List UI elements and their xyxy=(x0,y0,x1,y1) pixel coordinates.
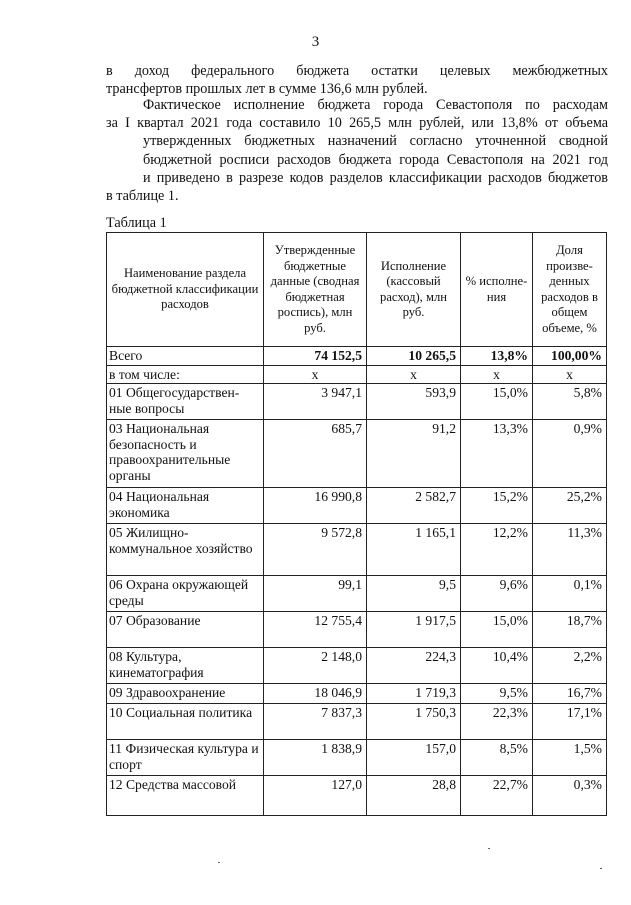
section-name-cell: 06 Охрана окружающей среды xyxy=(107,576,264,612)
executed-cell: 1 750,3 xyxy=(367,704,461,740)
table-total-row xyxy=(107,347,607,366)
table-caption: Таблица 1 xyxy=(106,215,167,231)
share-cell: 5,8% xyxy=(533,384,607,420)
paragraph-1-line-1: в доход федерального бюджета остатки целевых межбюджетных xyxy=(106,63,608,79)
section-name-cell: 08 Культура, кинематография xyxy=(107,648,264,684)
section-name-cell: в том числе: xyxy=(107,365,264,384)
share-cell: 17,1% xyxy=(533,704,607,740)
approved-cell: 12 755,4 xyxy=(264,612,367,648)
percent-cell: 13,3% xyxy=(461,420,533,488)
executed-cell: 224,3 xyxy=(367,648,461,684)
table-row xyxy=(107,776,607,816)
header-percent: % исполне-ния xyxy=(461,233,533,347)
paragraph-1-line-2: трансфертов прошлых лет в сумме 136,6 млн рублей. xyxy=(106,81,428,98)
executed-cell: 91,2 xyxy=(367,420,461,488)
executed-cell: 593,9 xyxy=(367,384,461,420)
header-executed: Исполнение (кассовый расход), млн руб. xyxy=(367,233,461,347)
section-name-cell: 10 Социальная политика xyxy=(107,704,264,740)
share-cell: 18,7% xyxy=(533,612,607,648)
share-cell: 0,3% xyxy=(533,776,607,816)
executed-cell: 2 582,7 xyxy=(367,488,461,524)
share-cell: 100,00% xyxy=(533,347,607,366)
percent-cell: 9,5% xyxy=(461,684,533,704)
percent-cell: 15,0% xyxy=(461,384,533,420)
section-name-cell: 05 Жилищно-коммунальное хозяйство xyxy=(107,524,264,576)
paragraph-2-line-2: за I квартал 2021 года составило 10 265,5 млн рублей, или 13,8% от объема xyxy=(106,115,608,132)
percent-cell: 22,7% xyxy=(461,776,533,816)
paragraph-2 xyxy=(106,96,608,205)
approved-cell: 1 838,9 xyxy=(264,740,367,776)
section-name-cell: 01 Общегосударствен-ные вопросы xyxy=(107,384,264,420)
approved-cell: 685,7 xyxy=(264,420,367,488)
table-row xyxy=(107,740,607,776)
table-row xyxy=(107,648,607,684)
table-header-row xyxy=(107,233,607,347)
page-number: 3 xyxy=(311,34,320,50)
header-section-name: Наименование раздела бюджетной классификации расходов xyxy=(107,233,264,347)
scan-speck xyxy=(218,862,220,863)
table-row xyxy=(107,524,607,576)
approved-cell: 16 990,8 xyxy=(264,488,367,524)
percent-cell: 8,5% xyxy=(461,740,533,776)
table-row xyxy=(107,684,607,704)
executed-cell: 1 719,3 xyxy=(367,684,461,704)
share-cell: 11,3% xyxy=(533,524,607,576)
table-row xyxy=(107,420,607,488)
section-name-cell: 11 Физическая культура и спорт xyxy=(107,740,264,776)
paragraph-2-line-4: бюджетной росписи расходов бюджета города Севастополя на 2021 год xyxy=(143,151,608,168)
approved-cell: 127,0 xyxy=(264,776,367,816)
share-cell: 25,2% xyxy=(533,488,607,524)
paragraph-2-line-3: утвержденных бюджетных назначений согласно уточненной сводной xyxy=(143,133,608,150)
executed-cell: 10 265,5 xyxy=(367,347,461,366)
table-row xyxy=(107,384,607,420)
approved-cell: 7 837,3 xyxy=(264,704,367,740)
percent-cell: 15,0% xyxy=(461,612,533,648)
percent-cell: 12,2% xyxy=(461,524,533,576)
table-row xyxy=(107,704,607,740)
percent-cell: 10,4% xyxy=(461,648,533,684)
approved-cell: 3 947,1 xyxy=(264,384,367,420)
share-cell: х xyxy=(533,365,607,384)
approved-cell: 99,1 xyxy=(264,576,367,612)
percent-cell: х xyxy=(461,365,533,384)
header-share: Доля произве-денных расходов в общем объеме, % xyxy=(533,233,607,347)
table-row xyxy=(107,612,607,648)
share-cell: 2,2% xyxy=(533,648,607,684)
scan-speck xyxy=(600,868,602,869)
section-name-cell: 03 Национальная безопасность и правоохранительные органы xyxy=(107,420,264,488)
share-cell: 16,7% xyxy=(533,684,607,704)
executed-cell: 28,8 xyxy=(367,776,461,816)
executed-cell: 1 917,5 xyxy=(367,612,461,648)
section-name-cell: Всего xyxy=(107,347,264,366)
percent-cell: 13,8% xyxy=(461,347,533,366)
executed-cell: 157,0 xyxy=(367,740,461,776)
paragraph-1 xyxy=(106,62,608,98)
table-row xyxy=(107,488,607,524)
header-approved: Утвержденные бюджетные данные (сводная бюджетная роспись), млн руб. xyxy=(264,233,367,347)
section-name-cell: 04 Национальная экономика xyxy=(107,488,264,524)
executed-cell: 9,5 xyxy=(367,576,461,612)
percent-cell: 15,2% xyxy=(461,488,533,524)
approved-cell: 74 152,5 xyxy=(264,347,367,366)
executed-cell: 1 165,1 xyxy=(367,524,461,576)
expenditure-table xyxy=(106,232,607,816)
paragraph-2-line-5: и приведено в разрезе кодов разделов классификации расходов бюджетов xyxy=(143,169,608,186)
scan-speck xyxy=(488,848,490,849)
section-name-cell: 12 Средства массовой xyxy=(107,776,264,816)
executed-cell: х xyxy=(367,365,461,384)
share-cell: 1,5% xyxy=(533,740,607,776)
paragraph-2-line-6: в таблице 1. xyxy=(106,188,179,205)
table-row xyxy=(107,365,607,384)
table-row xyxy=(107,576,607,612)
approved-cell: 2 148,0 xyxy=(264,648,367,684)
percent-cell: 22,3% xyxy=(461,704,533,740)
approved-cell: 18 046,9 xyxy=(264,684,367,704)
percent-cell: 9,6% xyxy=(461,576,533,612)
share-cell: 0,9% xyxy=(533,420,607,488)
approved-cell: 9 572,8 xyxy=(264,524,367,576)
section-name-cell: 09 Здравоохранение xyxy=(107,684,264,704)
share-cell: 0,1% xyxy=(533,576,607,612)
paragraph-2-line-1: Фактическое исполнение бюджета города Севастополя по расходам xyxy=(143,97,608,113)
section-name-cell: 07 Образование xyxy=(107,612,264,648)
approved-cell: х xyxy=(264,365,367,384)
